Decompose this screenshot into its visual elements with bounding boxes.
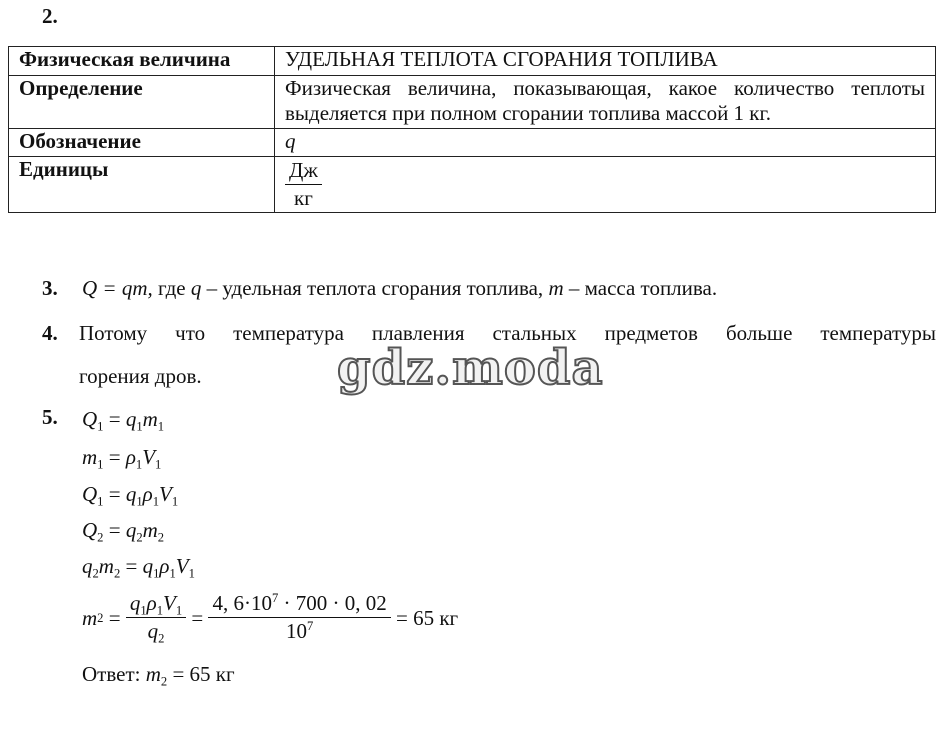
equation-m1: $m_1 = \rho_1V_1$ xyxy=(82,445,162,472)
table-row xyxy=(9,129,936,157)
task-3-q-desc: – удельная теплота сгорания топлива, xyxy=(206,276,544,300)
watermark: gdz.moda xyxy=(337,340,604,396)
task-3-var-q: q xyxy=(190,276,202,300)
task-3-var-m: m xyxy=(548,276,564,300)
table-key-quantity: Физическая величина xyxy=(9,47,275,76)
task-3-m-desc: – масса топлива. xyxy=(568,276,718,300)
definition-table xyxy=(8,46,936,213)
unit-fraction xyxy=(285,157,322,212)
equation-q2: $Q_2 = q_2m_2$ xyxy=(82,518,165,545)
task-2-number: 2. xyxy=(42,4,58,28)
table-value-definition: Физическая величина, показывающая, какое количество теплоты выделяется при полном сгорании топлива массой 1 кг. xyxy=(275,76,936,129)
result-value: = 65 кг xyxy=(396,605,459,630)
table-key-definition: Определение xyxy=(9,76,275,129)
table-row xyxy=(9,47,936,76)
table-value-symbol: q xyxy=(275,129,936,157)
equation-balance: $q_2m_2 = q_1\rho_1V_1$ xyxy=(82,554,195,581)
table-key-units: Единицы xyxy=(9,157,275,213)
unit-denominator: кг xyxy=(294,186,313,210)
answer-value: = 65 кг xyxy=(172,662,235,686)
answer-line: Ответ: $m_2 = 65$ кг xyxy=(82,662,235,689)
task-3-number: 3. xyxy=(42,276,58,300)
task-5-number: 5. xyxy=(42,405,58,429)
task-4-number: 4. xyxy=(42,321,58,345)
task-3-formula: Q = qm, xyxy=(82,276,153,300)
fraction-symbolic: $\frac{q_1\rho_1V_1}{q_2}$ xyxy=(126,590,186,645)
task-3-where: где xyxy=(158,276,186,300)
equation-q1: $Q_1 = q_1m_1$ xyxy=(82,407,165,434)
equation-q1-expanded: $Q_1 = q_1\rho_1V_1$ xyxy=(82,482,179,509)
equation-m2-calculation: m 2 = $\frac{q_1\rho_1V_1}{q_2}$ = $\frac{4, 6\cdot 10^7 \cdot 700 \cdot 0, 02}{10^7}$ = 65 кг xyxy=(82,590,459,646)
task-4-line-2: горения дров. xyxy=(79,364,202,388)
table-value-quantity: УДЕЛЬНАЯ ТЕПЛОТА СГОРАНИЯ ТОПЛИВА xyxy=(275,47,936,76)
task-3-text xyxy=(82,274,717,302)
table-value-units xyxy=(275,157,936,213)
answer-label: Ответ: xyxy=(82,662,141,686)
unit-numerator: Дж xyxy=(285,157,322,185)
table-key-symbol: Обозначение xyxy=(9,129,275,157)
fraction-numeric: $\frac{4, 6\cdot 10^7 \cdot 700 \cdot 0, 02}{10^7}$ xyxy=(208,590,390,645)
table-row xyxy=(9,157,936,213)
task-4-line-1: Потому что температура плавления стальных предметов больше температуры xyxy=(79,321,936,345)
table-row xyxy=(9,76,936,129)
